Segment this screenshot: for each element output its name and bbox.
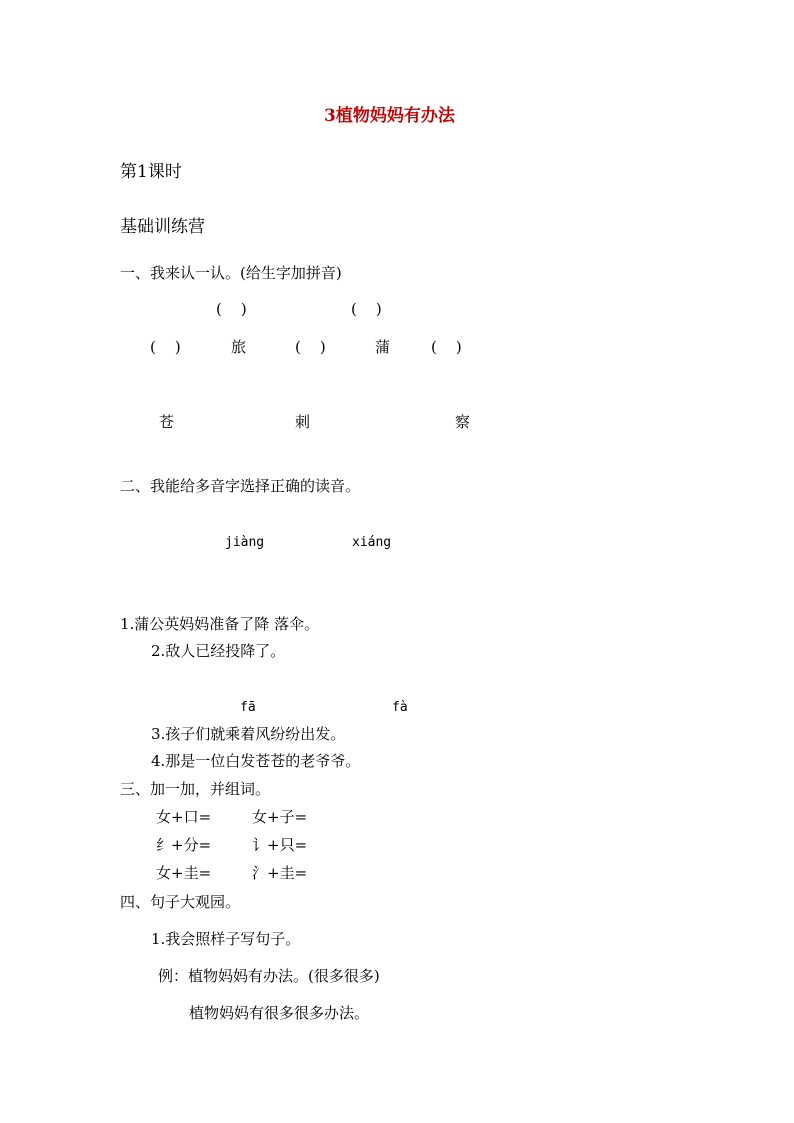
q1-heading: 一、我来认一认。(给生字加拼音) bbox=[120, 264, 342, 282]
q1-blank: ( ) bbox=[150, 338, 181, 356]
q2-sentence: 3.孩子们就乘着风纷纷出发。 bbox=[151, 725, 346, 743]
q3-item: 氵+圭= bbox=[252, 864, 308, 882]
q4-heading: 四、句子大观园。 bbox=[120, 893, 241, 911]
q3-item: 女+子= bbox=[252, 808, 308, 826]
page-title: 3植物妈妈有办法 bbox=[324, 106, 455, 126]
q3-item: 女+圭= bbox=[156, 864, 212, 882]
q4-subquestion: 1.我会照样子写句子。 bbox=[151, 930, 301, 948]
q1-char: 旅 bbox=[231, 338, 247, 356]
q3-item: 纟+分= bbox=[156, 836, 212, 854]
q1-char: 察 bbox=[455, 413, 471, 431]
q2-sentence: 4.那是一位白发苍苍的老爷爷。 bbox=[151, 752, 361, 770]
lesson-label: 第1课时 bbox=[120, 162, 182, 182]
q4-example: 例：植物妈妈有办法。(很多很多) bbox=[158, 967, 380, 985]
q3-item: 讠+只= bbox=[252, 836, 308, 854]
q1-blank: ( ) bbox=[295, 338, 326, 356]
q1-blank: ( ) bbox=[431, 338, 462, 356]
q2-pinyin: fà bbox=[392, 700, 408, 715]
q2-heading: 二、我能给多音字选择正确的读音。 bbox=[120, 477, 361, 495]
q1-blank: ( ) bbox=[351, 300, 382, 318]
q2-pinyin: xiáng bbox=[352, 535, 392, 550]
q3-item: 女+口= bbox=[156, 808, 212, 826]
q1-char: 刺 bbox=[295, 413, 311, 431]
q2-sentence: 2.敌人已经投降了。 bbox=[151, 642, 286, 660]
q3-heading: 三、加一加，并组词。 bbox=[120, 780, 271, 798]
q2-sentence: 1.蒲公英妈妈准备了降 落伞。 bbox=[120, 615, 320, 633]
q2-pinyin: fā bbox=[240, 700, 256, 715]
q4-example-answer: 植物妈妈有很多很多办法。 bbox=[189, 1004, 370, 1022]
q1-blank: ( ) bbox=[216, 300, 247, 318]
q1-char: 蒲 bbox=[375, 338, 391, 356]
section-heading: 基础训练营 bbox=[120, 217, 205, 237]
q1-char: 苍 bbox=[159, 413, 175, 431]
q2-pinyin: jiàng bbox=[225, 535, 265, 550]
